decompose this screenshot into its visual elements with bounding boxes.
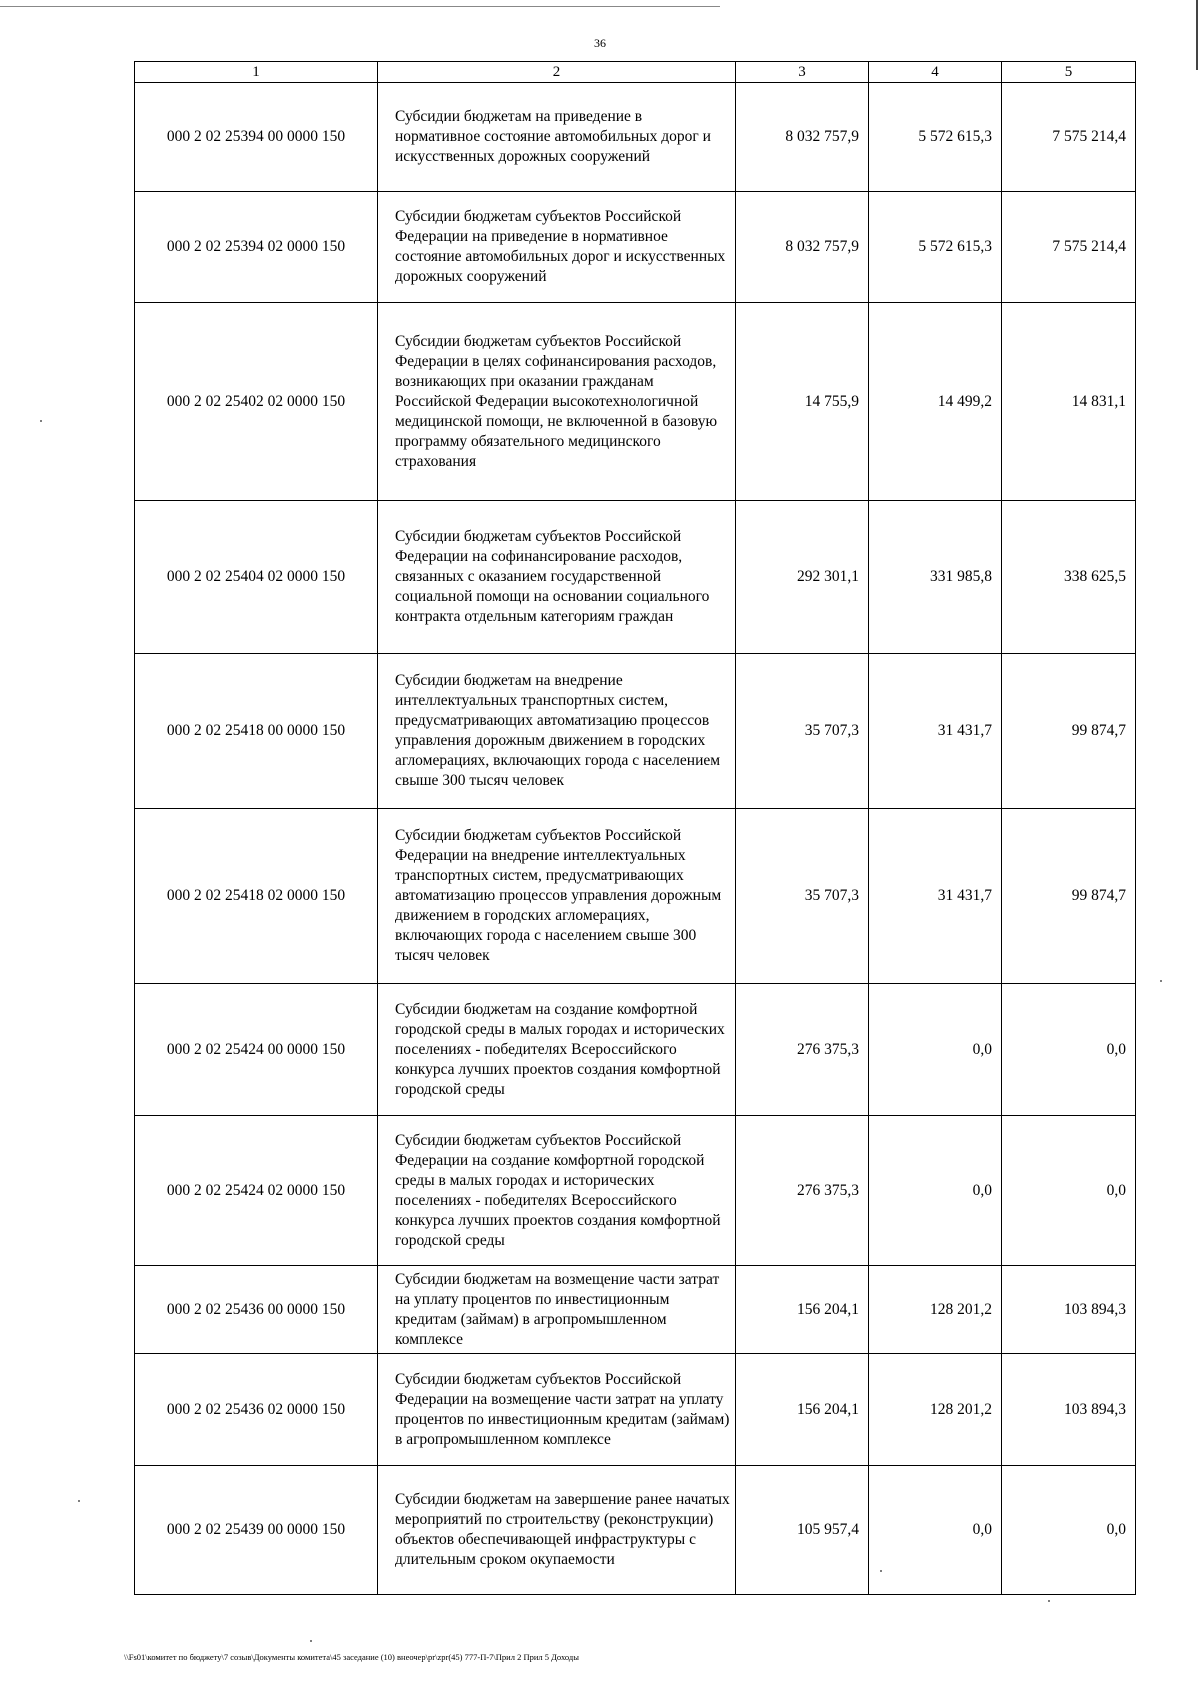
amount-cell-col4: 5 572 615,3 [869, 192, 1002, 303]
table-row [135, 501, 1136, 654]
budget-code-cell: 000 2 02 25402 02 0000 150 [135, 303, 378, 501]
amount-cell-col3: 35 707,3 [736, 654, 869, 809]
amount-cell-col3: 14 755,9 [736, 303, 869, 501]
table-row [135, 83, 1136, 192]
amount-cell-col4: 31 431,7 [869, 809, 1002, 984]
scan-speck [1160, 980, 1162, 982]
amount-cell-col5: 14 831,1 [1002, 303, 1136, 501]
budget-code-cell: 000 2 02 25394 00 0000 150 [135, 83, 378, 192]
amount-cell-col5: 99 874,7 [1002, 654, 1136, 809]
column-header-year-3: 5 [1002, 62, 1136, 83]
amount-cell-col5: 103 894,3 [1002, 1354, 1136, 1466]
amount-cell-col4: 0,0 [869, 984, 1002, 1116]
table-row [135, 1354, 1136, 1466]
scan-edge-line-right [1196, 0, 1198, 70]
revenue-name-cell: Субсидии бюджетам субъектов Российской Федерации на софинансирование расходов, связанных с оказанием государственной социальной помощи на основании социального контракта отдельным категориям граждан [378, 501, 736, 654]
file-path-footer: \\Fs01\комитет по бюджету\7 созыв\Документы комитета\45 заседание (10) внеочер\pr\zpr(45) 777-П-7\Прил 2 Прил 5 Доходы [124, 1652, 579, 1662]
amount-cell-col5: 0,0 [1002, 1466, 1136, 1595]
table-row [135, 984, 1136, 1116]
budget-code-cell: 000 2 02 25436 00 0000 150 [135, 1266, 378, 1354]
budget-code-cell: 000 2 02 25404 02 0000 150 [135, 501, 378, 654]
amount-cell-col5: 103 894,3 [1002, 1266, 1136, 1354]
amount-cell-col4: 331 985,8 [869, 501, 1002, 654]
budget-code-cell: 000 2 02 25424 02 0000 150 [135, 1116, 378, 1266]
scan-speck [310, 1640, 312, 1642]
table-row [135, 1116, 1136, 1266]
amount-cell-col3: 8 032 757,9 [736, 192, 869, 303]
revenue-name-cell: Субсидии бюджетам субъектов Российской Федерации на внедрение интеллектуальных транспортных систем, предусматривающих автоматизацию процессов управления дорожным движением в городских агломерациях, включающих города с населением свыше 300 тысяч человек [378, 809, 736, 984]
revenue-name-cell: Субсидии бюджетам на создание комфортной городской среды в малых городах и исторических поселениях - победителях Всероссийского конкурса лучших проектов создания комфортной городской среды [378, 984, 736, 1116]
column-header-year-1: 3 [736, 62, 869, 83]
scan-speck [880, 1570, 882, 1572]
scan-speck [78, 1500, 80, 1502]
amount-cell-col3: 105 957,4 [736, 1466, 869, 1595]
amount-cell-col3: 35 707,3 [736, 809, 869, 984]
column-header-year-2: 4 [869, 62, 1002, 83]
amount-cell-col5: 99 874,7 [1002, 809, 1136, 984]
revenue-name-cell: Субсидии бюджетам субъектов Российской Федерации на создание комфортной городской среды в малых городах и исторических поселениях - победителях Всероссийского конкурса лучших проектов создания комфортной городской среды [378, 1116, 736, 1266]
table-row [135, 192, 1136, 303]
scan-speck [1048, 1600, 1050, 1602]
amount-cell-col5: 0,0 [1002, 984, 1136, 1116]
amount-cell-col5: 7 575 214,4 [1002, 83, 1136, 192]
amount-cell-col4: 128 201,2 [869, 1354, 1002, 1466]
budget-code-cell: 000 2 02 25394 02 0000 150 [135, 192, 378, 303]
revenue-name-cell: Субсидии бюджетам субъектов Российской Федерации в целях софинансирования расходов, возникающих при оказании гражданам Российской Федерации высокотехнологичной медицинской помощи, не включенной в базовую программу обязательного медицинского страхования [378, 303, 736, 501]
scan-speck [40, 420, 42, 422]
table-row [135, 654, 1136, 809]
column-header-name: 2 [378, 62, 736, 83]
budget-code-cell: 000 2 02 25418 02 0000 150 [135, 809, 378, 984]
table-row [135, 1266, 1136, 1354]
amount-cell-col4: 31 431,7 [869, 654, 1002, 809]
amount-cell-col3: 156 204,1 [736, 1266, 869, 1354]
table-header-row [135, 62, 1136, 83]
revenue-name-cell: Субсидии бюджетам субъектов Российской Федерации на возмещение части затрат на уплату процентов по инвестиционным кредитам (займам) в агропромышленном комплексе [378, 1354, 736, 1466]
revenue-name-cell: Субсидии бюджетам на возмещение части затрат на уплату процентов по инвестиционным кредитам (займам) в агропромышленном комплексе [378, 1266, 736, 1354]
revenue-table [134, 61, 1136, 1595]
amount-cell-col3: 276 375,3 [736, 984, 869, 1116]
amount-cell-col5: 338 625,5 [1002, 501, 1136, 654]
amount-cell-col4: 0,0 [869, 1116, 1002, 1266]
budget-code-cell: 000 2 02 25418 00 0000 150 [135, 654, 378, 809]
budget-code-cell: 000 2 02 25424 00 0000 150 [135, 984, 378, 1116]
budget-code-cell: 000 2 02 25439 00 0000 150 [135, 1466, 378, 1595]
table-row [135, 809, 1136, 984]
amount-cell-col5: 0,0 [1002, 1116, 1136, 1266]
table-row [135, 303, 1136, 501]
amount-cell-col3: 292 301,1 [736, 501, 869, 654]
amount-cell-col4: 0,0 [869, 1466, 1002, 1595]
amount-cell-col4: 128 201,2 [869, 1266, 1002, 1354]
page-number: 36 [594, 36, 606, 50]
revenue-name-cell: Субсидии бюджетам субъектов Российской Федерации на приведение в нормативное состояние автомобильных дорог и искусственных дорожных сооружений [378, 192, 736, 303]
revenue-name-cell: Субсидии бюджетам на завершение ранее начатых мероприятий по строительству (реконструкции) объектов обеспечивающей инфраструктуры с длительным сроком окупаемости [378, 1466, 736, 1595]
amount-cell-col3: 276 375,3 [736, 1116, 869, 1266]
amount-cell-col4: 14 499,2 [869, 303, 1002, 501]
revenue-name-cell: Субсидии бюджетам на приведение в нормативное состояние автомобильных дорог и искусственных дорожных сооружений [378, 83, 736, 192]
column-header-code: 1 [135, 62, 378, 83]
amount-cell-col3: 8 032 757,9 [736, 83, 869, 192]
revenue-table-wrapper [134, 61, 1135, 1595]
amount-cell-col3: 156 204,1 [736, 1354, 869, 1466]
revenue-name-cell: Субсидии бюджетам на внедрение интеллектуальных транспортных систем, предусматривающих автоматизацию процессов управления дорожным движением в городских агломерациях, включающих города с населением свыше 300 тысяч человек [378, 654, 736, 809]
amount-cell-col5: 7 575 214,4 [1002, 192, 1136, 303]
table-row [135, 1466, 1136, 1595]
amount-cell-col4: 5 572 615,3 [869, 83, 1002, 192]
scan-edge-line [0, 6, 720, 7]
budget-code-cell: 000 2 02 25436 02 0000 150 [135, 1354, 378, 1466]
